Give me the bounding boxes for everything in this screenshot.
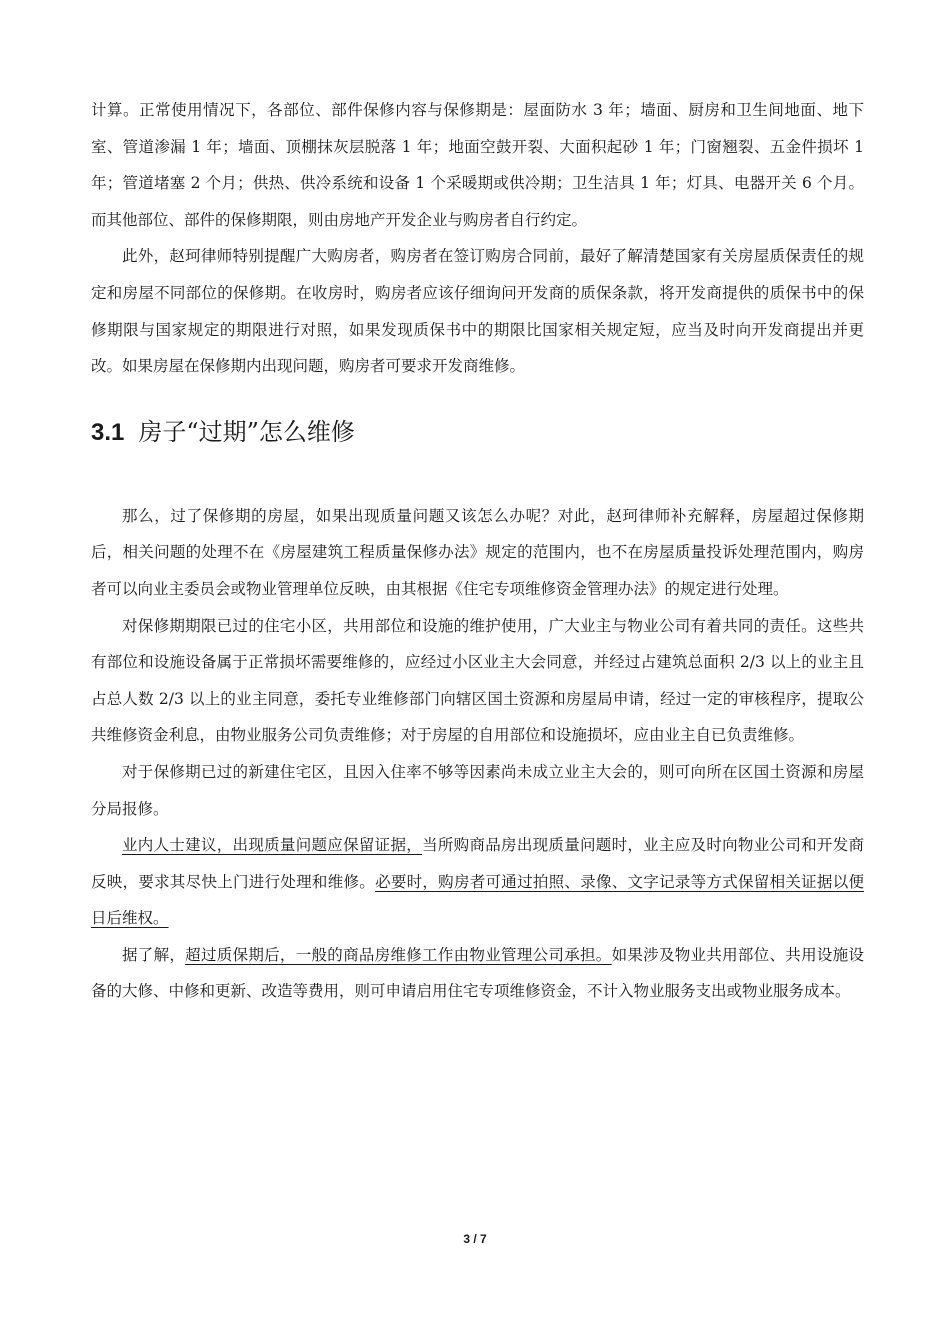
- paragraph-warranty-periods: 计算。正常使用情况下，各部位、部件保修内容与保修期是：屋面防水 3 年；墙面、厨房和卫生间地面、地下室、管道渗漏 1 年；墙面、顶棚抹灰层脱落 1 年；地面空鼓开裂、大面积起砂 1 年；门窗翘裂、五金件损坏 1 年；管道堵塞 2 个月；供热、供冷系统和设备 1 个采暖期或供冷期；卫生洁具 1 年；灯具、电器开关 6 个月。而其他部位、部件的保修期限，则由房地产开发企业与购房者自行约定。: [91, 101, 864, 229]
- underlined-advice: 业内人士建议，出现质量问题应保留证据，: [122, 836, 423, 855]
- paragraph-lawyer-reminder: 此外，赵珂律师特别提醒广大购房者，购房者在签订购房合同前，最好了解清楚国家有关房屋质保责任的规定和房屋不同部位的保修期。在收房时，购房者应该仔细询问开发商的质保条款，将开发商提供的质保书中的保修期限与国家规定的期限进行对照，如果发现质保书中的期限比国家相关规定短，应当及时向开发商提出并更改。如果房屋在保修期内出现问题，购房者可要求开发商维修。: [91, 247, 864, 376]
- evidence-body-text: 当所购商品房出现质量问题时，业主应及时向物业公司和开发商反映，要求其尽快上门进行处理和维修。: [91, 836, 864, 891]
- paragraph-common-parts: 对保修期期限已过的住宅小区，共用部位和设施的维护使用，广大业主与物业公司有着共同的责任。这些共有部位和设施设备属于正常损坏需要维修的，应经过小区业主大会同意，并经过占建筑总面积 2/3 以上的业主且占总人数 2/3 以上的业主同意，委托专业维修部门向辖区国土资源和房屋局申请，经过一定的审核程序，提取公共维修资金利息，由物业服务公司负责维修；对于房屋的自用部位和设施损坏，应由业主自已负责维修。: [91, 616, 864, 745]
- document-body: [91, 92, 864, 1010]
- paragraph-new-residential: 对于保修期已过的新建住宅区，且因入住率不够等因素尚未成立业主大会的，则可向所在区国土资源和房屋分局报修。: [91, 762, 864, 818]
- after-warranty-lead: 据了解，: [122, 945, 186, 964]
- section-heading: [91, 415, 864, 450]
- paragraph-keep-evidence: [91, 827, 864, 937]
- after-warranty-rest: 如果涉及物业共用部位、共用设施设备的大修、中修和更新、改造等费用，则可申请启用住宅专项维修资金，不计入物业服务支出或物业服务成本。: [91, 945, 864, 1001]
- underlined-property-management: 超过质保期后，一般的商品房维修工作由物业管理公司承担。: [185, 945, 612, 964]
- underlined-evidence-tip: 必要时，购房者可通过拍照、录像、文字记录等方式保留相关证据以便日后维权。: [91, 872, 864, 928]
- paragraph-expired-house: 那么，过了保修期的房屋，如果出现质量问题又该怎么办呢？对此，赵珂律师补充解释，房屋超过保修期后，相关问题的处理不在《房屋建筑工程质量保修办法》规定的范围内，也不在房屋质量投诉处理范围内，购房者可以向业主委员会或物业管理单位反映，由其根据《住宅专项维修资金管理办法》的规定进行处理。: [91, 506, 864, 598]
- page-number: 3 / 7: [463, 1232, 487, 1246]
- paragraph-after-warranty: [91, 937, 864, 1010]
- section-number: 3.1: [91, 418, 125, 446]
- section-title: 房子“过期”怎么维修: [138, 417, 355, 446]
